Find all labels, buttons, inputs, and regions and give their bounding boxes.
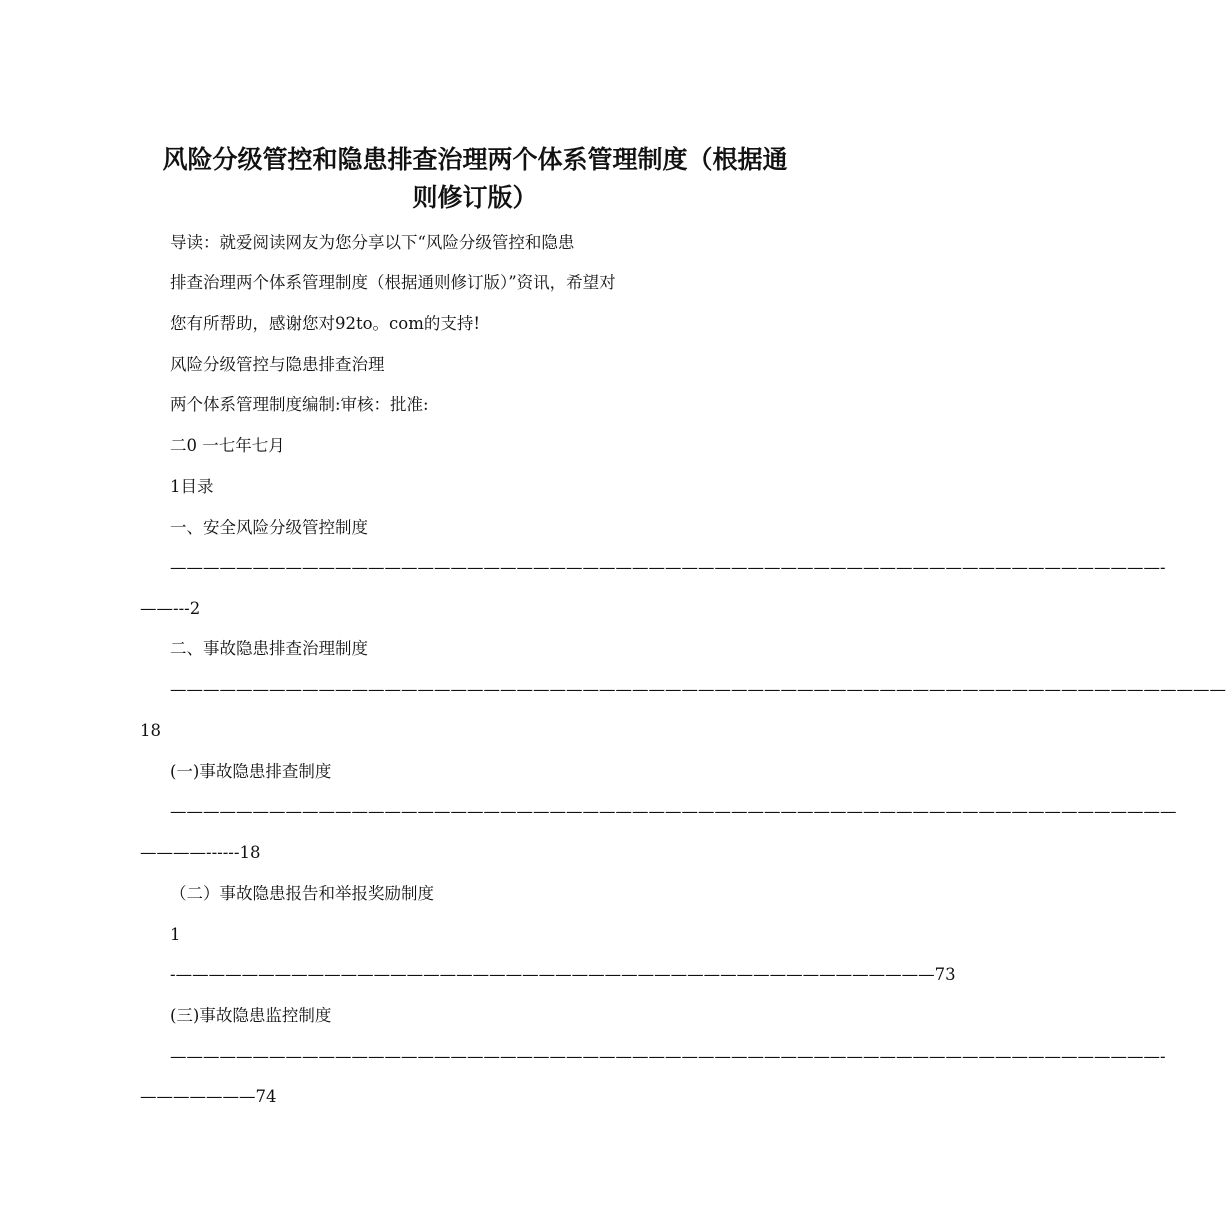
document-title-line-2: 则修订版） [412,183,538,212]
toc-page-3: ————------18 [140,843,261,862]
document-title-line-1: 风险分级管控和隐患排查治理两个体系管理制度（根据通 [162,145,788,174]
toc-leader-2: ———————————————————————————————————————————————————————————————— [170,680,1226,699]
toc-page-5: ———————74 [140,1087,277,1106]
intro-line-1: 导读：就爱阅读网友为您分享以下“风险分级管控和隐患 [170,233,575,252]
toc-leader-1: ————————————————————————————————————————————————————————————- [170,558,1166,577]
toc-item-1: 一、安全风险分级管控制度 [170,518,368,537]
toc-leader-4: -——————————————————————————————————————————————73 [170,965,956,984]
toc-item-4-number: 1 [170,925,181,944]
subtitle-line: 风险分级管控与隐患排查治理 [170,355,385,374]
toc-item-2: 二、事故隐患排查治理制度 [170,639,368,658]
toc-page-1: ——---2 [140,599,201,618]
intro-line-2: 排查治理两个体系管理制度（根据通则修订版）”资讯，希望对 [170,273,616,292]
toc-leader-3: ————————————————————————————————————————————————————————————— [170,802,1177,821]
toc-page-2: 18 [140,721,161,740]
toc-item-4: （二）事故隐患报告和举报奖励制度 [170,884,434,903]
editor-line: 两个体系管理制度编制:审核：批准: [170,395,429,414]
toc-item-5: (三)事故隐患监控制度 [170,1006,332,1025]
intro-line-3: 您有所帮助，感谢您对92to。com的支持! [170,314,481,333]
toc-item-3: (一)事故隐患排查制度 [170,762,332,781]
toc-heading: 1目录 [170,477,214,496]
toc-leader-5: ————————————————————————————————————————————————————————————- [170,1047,1166,1066]
date-line: 二0 一七年七月 [170,436,285,455]
